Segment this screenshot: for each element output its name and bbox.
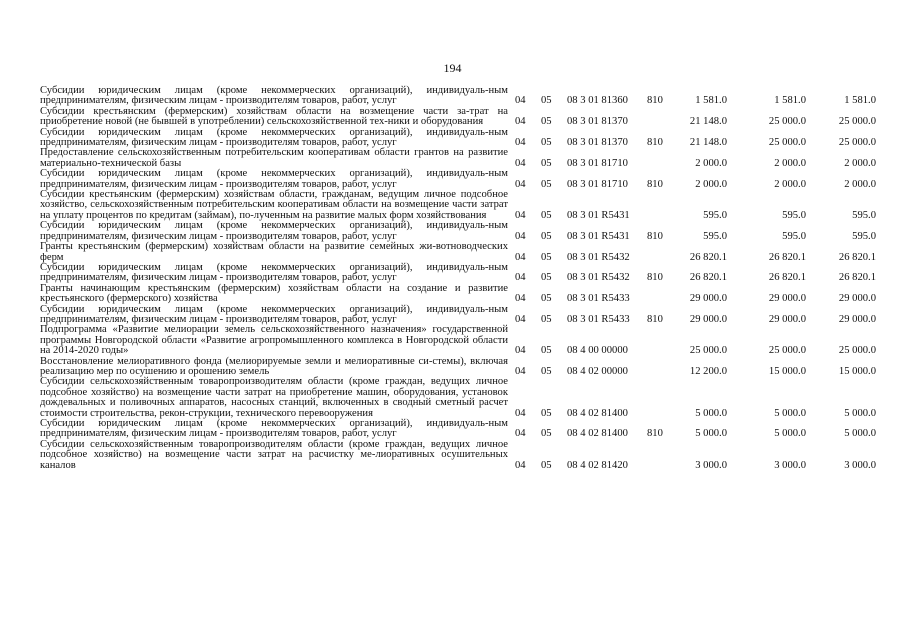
section-code: 04 xyxy=(515,272,526,284)
row-description: Восстановление мелиоративного фонда (мелиорируемые земли и мелиоративные си-стемы), включая реализацию мер по осушению и орошению земель xyxy=(40,355,508,377)
table-row xyxy=(40,190,880,221)
amount-year-3: 2 000.0 xyxy=(844,157,876,169)
row-description: Субсидии юридическим лицам (кроме некоммерческих организаций), индивидуаль-ным предпринимателям, физическим лицам - производителям товаров, работ, услуг xyxy=(40,126,508,149)
target-article-code: 08 3 01 81710 xyxy=(567,157,628,169)
amount-year-2: 5 000.0 xyxy=(774,407,806,419)
amount-year-2: 25 000.0 xyxy=(768,345,806,357)
target-article-code: 08 3 01 81710 xyxy=(567,178,628,190)
amount-year-3: 25 000.0 xyxy=(838,116,876,128)
section-code: 04 xyxy=(515,313,526,325)
amount-year-1: 3 000.0 xyxy=(695,459,727,471)
amount-year-1: 21 148.0 xyxy=(689,137,727,149)
target-article-code: 08 3 01 81360 xyxy=(567,95,628,107)
row-description: Субсидии крестьянским (фермерским) хозяйствам области на возмещение части за-трат на приобретение новой (не бывшей в употреблении) сельскохозяйственной тех-ники и оборудования xyxy=(40,105,508,128)
section-code: 04 xyxy=(515,251,526,263)
subsection-code: 05 xyxy=(541,95,552,107)
table-row xyxy=(40,221,880,242)
section-code: 04 xyxy=(515,116,526,128)
amount-year-3: 26 820.1 xyxy=(838,272,876,284)
amount-year-3: 595.0 xyxy=(852,209,876,221)
table-row xyxy=(40,377,880,419)
subsection-code: 05 xyxy=(541,345,552,357)
target-article-code: 08 3 01 81370 xyxy=(567,116,628,128)
section-code: 04 xyxy=(515,459,526,471)
amount-year-1: 29 000.0 xyxy=(689,313,727,325)
amount-year-3: 15 000.0 xyxy=(838,365,876,377)
target-article-code: 08 4 00 00000 xyxy=(567,345,628,357)
amount-year-3: 595.0 xyxy=(852,230,876,242)
expense-type-code: 810 xyxy=(647,137,663,149)
row-description: Субсидии сельскохозяйственным товаропроизводителям области (кроме граждан, ведущих личное подсобное хозяйство) на возмещение части затрат на приобретение машин, оборудования, установок дождевальных и поливочных аппаратов, насосных станций, включенных в сводный сметный расчет стоимости строительства, рекон-струкции, технического перевооружения xyxy=(40,376,508,419)
amount-year-1: 21 148.0 xyxy=(689,116,727,128)
page-number: 194 xyxy=(443,61,462,75)
table-row xyxy=(40,263,880,284)
table-row xyxy=(40,242,880,263)
row-description: Гранты начинающим крестьянским (фермерским) хозяйствам области на создание и развитие крестьянского (фермерского) хозяйства xyxy=(40,282,508,305)
target-article-code: 08 3 01 R5433 xyxy=(567,313,630,325)
amount-year-1: 29 000.0 xyxy=(689,293,727,305)
amount-year-3: 5 000.0 xyxy=(844,407,876,419)
amount-year-2: 2 000.0 xyxy=(774,157,806,169)
table-row xyxy=(40,128,880,149)
row-description: Гранты крестьянским (фермерским) хозяйствам области на развитие семейных жи-вотноводческих ферм xyxy=(40,241,508,263)
target-article-code: 08 4 02 00000 xyxy=(567,365,628,377)
target-article-code: 08 4 02 81400 xyxy=(567,428,628,440)
amount-year-3: 29 000.0 xyxy=(838,313,876,325)
section-code: 04 xyxy=(515,365,526,377)
amount-year-1: 595.0 xyxy=(703,209,727,221)
row-description: Субсидии юридическим лицам (кроме некоммерческих организаций), индивидуаль-ным предпринимателям, физическим лицам - производителям товаров, работ, услуг xyxy=(40,85,508,107)
amount-year-1: 2 000.0 xyxy=(695,157,727,169)
subsection-code: 05 xyxy=(541,365,552,377)
expense-type-code: 810 xyxy=(647,272,663,284)
subsection-code: 05 xyxy=(541,251,552,263)
table-row xyxy=(40,325,880,356)
amount-year-1: 5 000.0 xyxy=(695,407,727,419)
expense-type-code: 810 xyxy=(647,95,663,107)
table-row xyxy=(40,284,880,305)
expense-type-code: 810 xyxy=(647,428,663,440)
subsection-code: 05 xyxy=(541,209,552,221)
amount-year-3: 25 000.0 xyxy=(838,345,876,357)
row-description: Подпрограмма «Развитие мелиорации земель сельскохозяйственного назначения» государственной программы Новгородской области «Развитие агропромышленного комплекса в Новгородской области на 2014-2020 годы» xyxy=(40,324,508,357)
amount-year-2: 26 820.1 xyxy=(768,272,806,284)
target-article-code: 08 4 02 81420 xyxy=(567,459,628,471)
amount-year-3: 29 000.0 xyxy=(838,293,876,305)
amount-year-3: 2 000.0 xyxy=(844,178,876,190)
target-article-code: 08 3 01 R5432 xyxy=(567,251,630,263)
amount-year-3: 5 000.0 xyxy=(844,428,876,440)
subsection-code: 05 xyxy=(541,428,552,440)
row-description: Субсидии крестьянским (фермерским) хозяйствам области, гражданам, ведущим личное подсобное хозяйство, сельскохозяйственным потребительским кооперативам области на возмещение части затрат на уплату процентов по кредитам (займам), по-лученным на развитие малых форм хозяйствования xyxy=(40,189,508,221)
expense-type-code: 810 xyxy=(647,230,663,242)
subsection-code: 05 xyxy=(541,407,552,419)
row-description: Субсидии юридическим лицам (кроме некоммерческих организаций), индивидуаль-ным предпринимателям, физическим лицам - производителям товаров, работ, услуг xyxy=(40,303,508,325)
amount-year-1: 2 000.0 xyxy=(695,178,727,190)
amount-year-1: 1 581.0 xyxy=(695,95,727,107)
amount-year-2: 2 000.0 xyxy=(774,178,806,190)
subsection-code: 05 xyxy=(541,230,552,242)
amount-year-3: 1 581.0 xyxy=(844,95,876,107)
target-article-code: 08 4 02 81400 xyxy=(567,407,628,419)
table-row xyxy=(40,419,880,440)
amount-year-2: 15 000.0 xyxy=(768,365,806,377)
subsection-code: 05 xyxy=(541,272,552,284)
amount-year-2: 5 000.0 xyxy=(774,428,806,440)
row-description: Субсидии юридическим лицам (кроме некоммерческих организаций), индивидуаль-ным предпринимателям, физическим лицам - производителям товаров, работ, услуг xyxy=(40,418,508,440)
table-row xyxy=(40,86,880,107)
amount-year-3: 25 000.0 xyxy=(838,137,876,149)
section-code: 04 xyxy=(515,230,526,242)
amount-year-2: 595.0 xyxy=(782,230,806,242)
subsection-code: 05 xyxy=(541,459,552,471)
target-article-code: 08 3 01 R5431 xyxy=(567,209,630,221)
section-code: 04 xyxy=(515,95,526,107)
section-code: 04 xyxy=(515,428,526,440)
subsection-code: 05 xyxy=(541,116,552,128)
subsection-code: 05 xyxy=(541,313,552,325)
table-row xyxy=(40,357,880,378)
amount-year-2: 29 000.0 xyxy=(768,293,806,305)
subsection-code: 05 xyxy=(541,178,552,190)
amount-year-1: 26 820.1 xyxy=(689,251,727,263)
section-code: 04 xyxy=(515,345,526,357)
target-article-code: 08 3 01 R5432 xyxy=(567,272,630,284)
row-description: Субсидии юридическим лицам (кроме некоммерческих организаций), индивидуаль-ным предпринимателям, физическим лицам - производителям товаров, работ, услуг xyxy=(40,220,508,242)
amount-year-2: 26 820.1 xyxy=(768,251,806,263)
section-code: 04 xyxy=(515,209,526,221)
row-description: Предоставление сельскохозяйственным потребительским кооперативам области грантов на развитие материально-технической базы xyxy=(40,147,508,169)
amount-year-2: 29 000.0 xyxy=(768,313,806,325)
amount-year-2: 25 000.0 xyxy=(768,116,806,128)
subsection-code: 05 xyxy=(541,157,552,169)
amount-year-2: 595.0 xyxy=(782,209,806,221)
target-article-code: 08 3 01 R5431 xyxy=(567,230,630,242)
amount-year-2: 25 000.0 xyxy=(768,137,806,149)
table-row xyxy=(40,440,880,471)
amount-year-3: 3 000.0 xyxy=(844,459,876,471)
amount-year-1: 5 000.0 xyxy=(695,428,727,440)
amount-year-1: 25 000.0 xyxy=(689,345,727,357)
expense-type-code: 810 xyxy=(647,313,663,325)
section-code: 04 xyxy=(515,137,526,149)
table-row xyxy=(40,148,880,169)
section-code: 04 xyxy=(515,293,526,305)
table-row xyxy=(40,305,880,326)
amount-year-1: 595.0 xyxy=(703,230,727,242)
section-code: 04 xyxy=(515,157,526,169)
target-article-code: 08 3 01 81370 xyxy=(567,137,628,149)
amount-year-1: 26 820.1 xyxy=(689,272,727,284)
amount-year-2: 1 581.0 xyxy=(774,95,806,107)
subsection-code: 05 xyxy=(541,137,552,149)
amount-year-2: 3 000.0 xyxy=(774,459,806,471)
amount-year-1: 12 200.0 xyxy=(689,365,727,377)
budget-table xyxy=(40,86,880,471)
row-description: Субсидии юридическим лицам (кроме некоммерческих организаций), индивидуаль-ным предпринимателям, физическим лицам - производителям товаров, работ, услуг xyxy=(40,261,508,284)
amount-year-3: 26 820.1 xyxy=(838,251,876,263)
target-article-code: 08 3 01 R5433 xyxy=(567,293,630,305)
section-code: 04 xyxy=(515,178,526,190)
section-code: 04 xyxy=(515,407,526,419)
row-description: Субсидии юридическим лицам (кроме некоммерческих организаций), индивидуаль-ным предпринимателям, физическим лицам - производителям товаров, работ, услуг xyxy=(40,168,508,190)
subsection-code: 05 xyxy=(541,293,552,305)
row-description: Субсидии сельскохозяйственным товаропроизводителям области (кроме граждан, ведущих личное подсобное хозяйство) на возмещение части затрат на расчистку ме-лиоративных осушительных каналов xyxy=(40,438,508,471)
table-row xyxy=(40,107,880,128)
expense-type-code: 810 xyxy=(647,178,663,190)
table-row xyxy=(40,169,880,190)
